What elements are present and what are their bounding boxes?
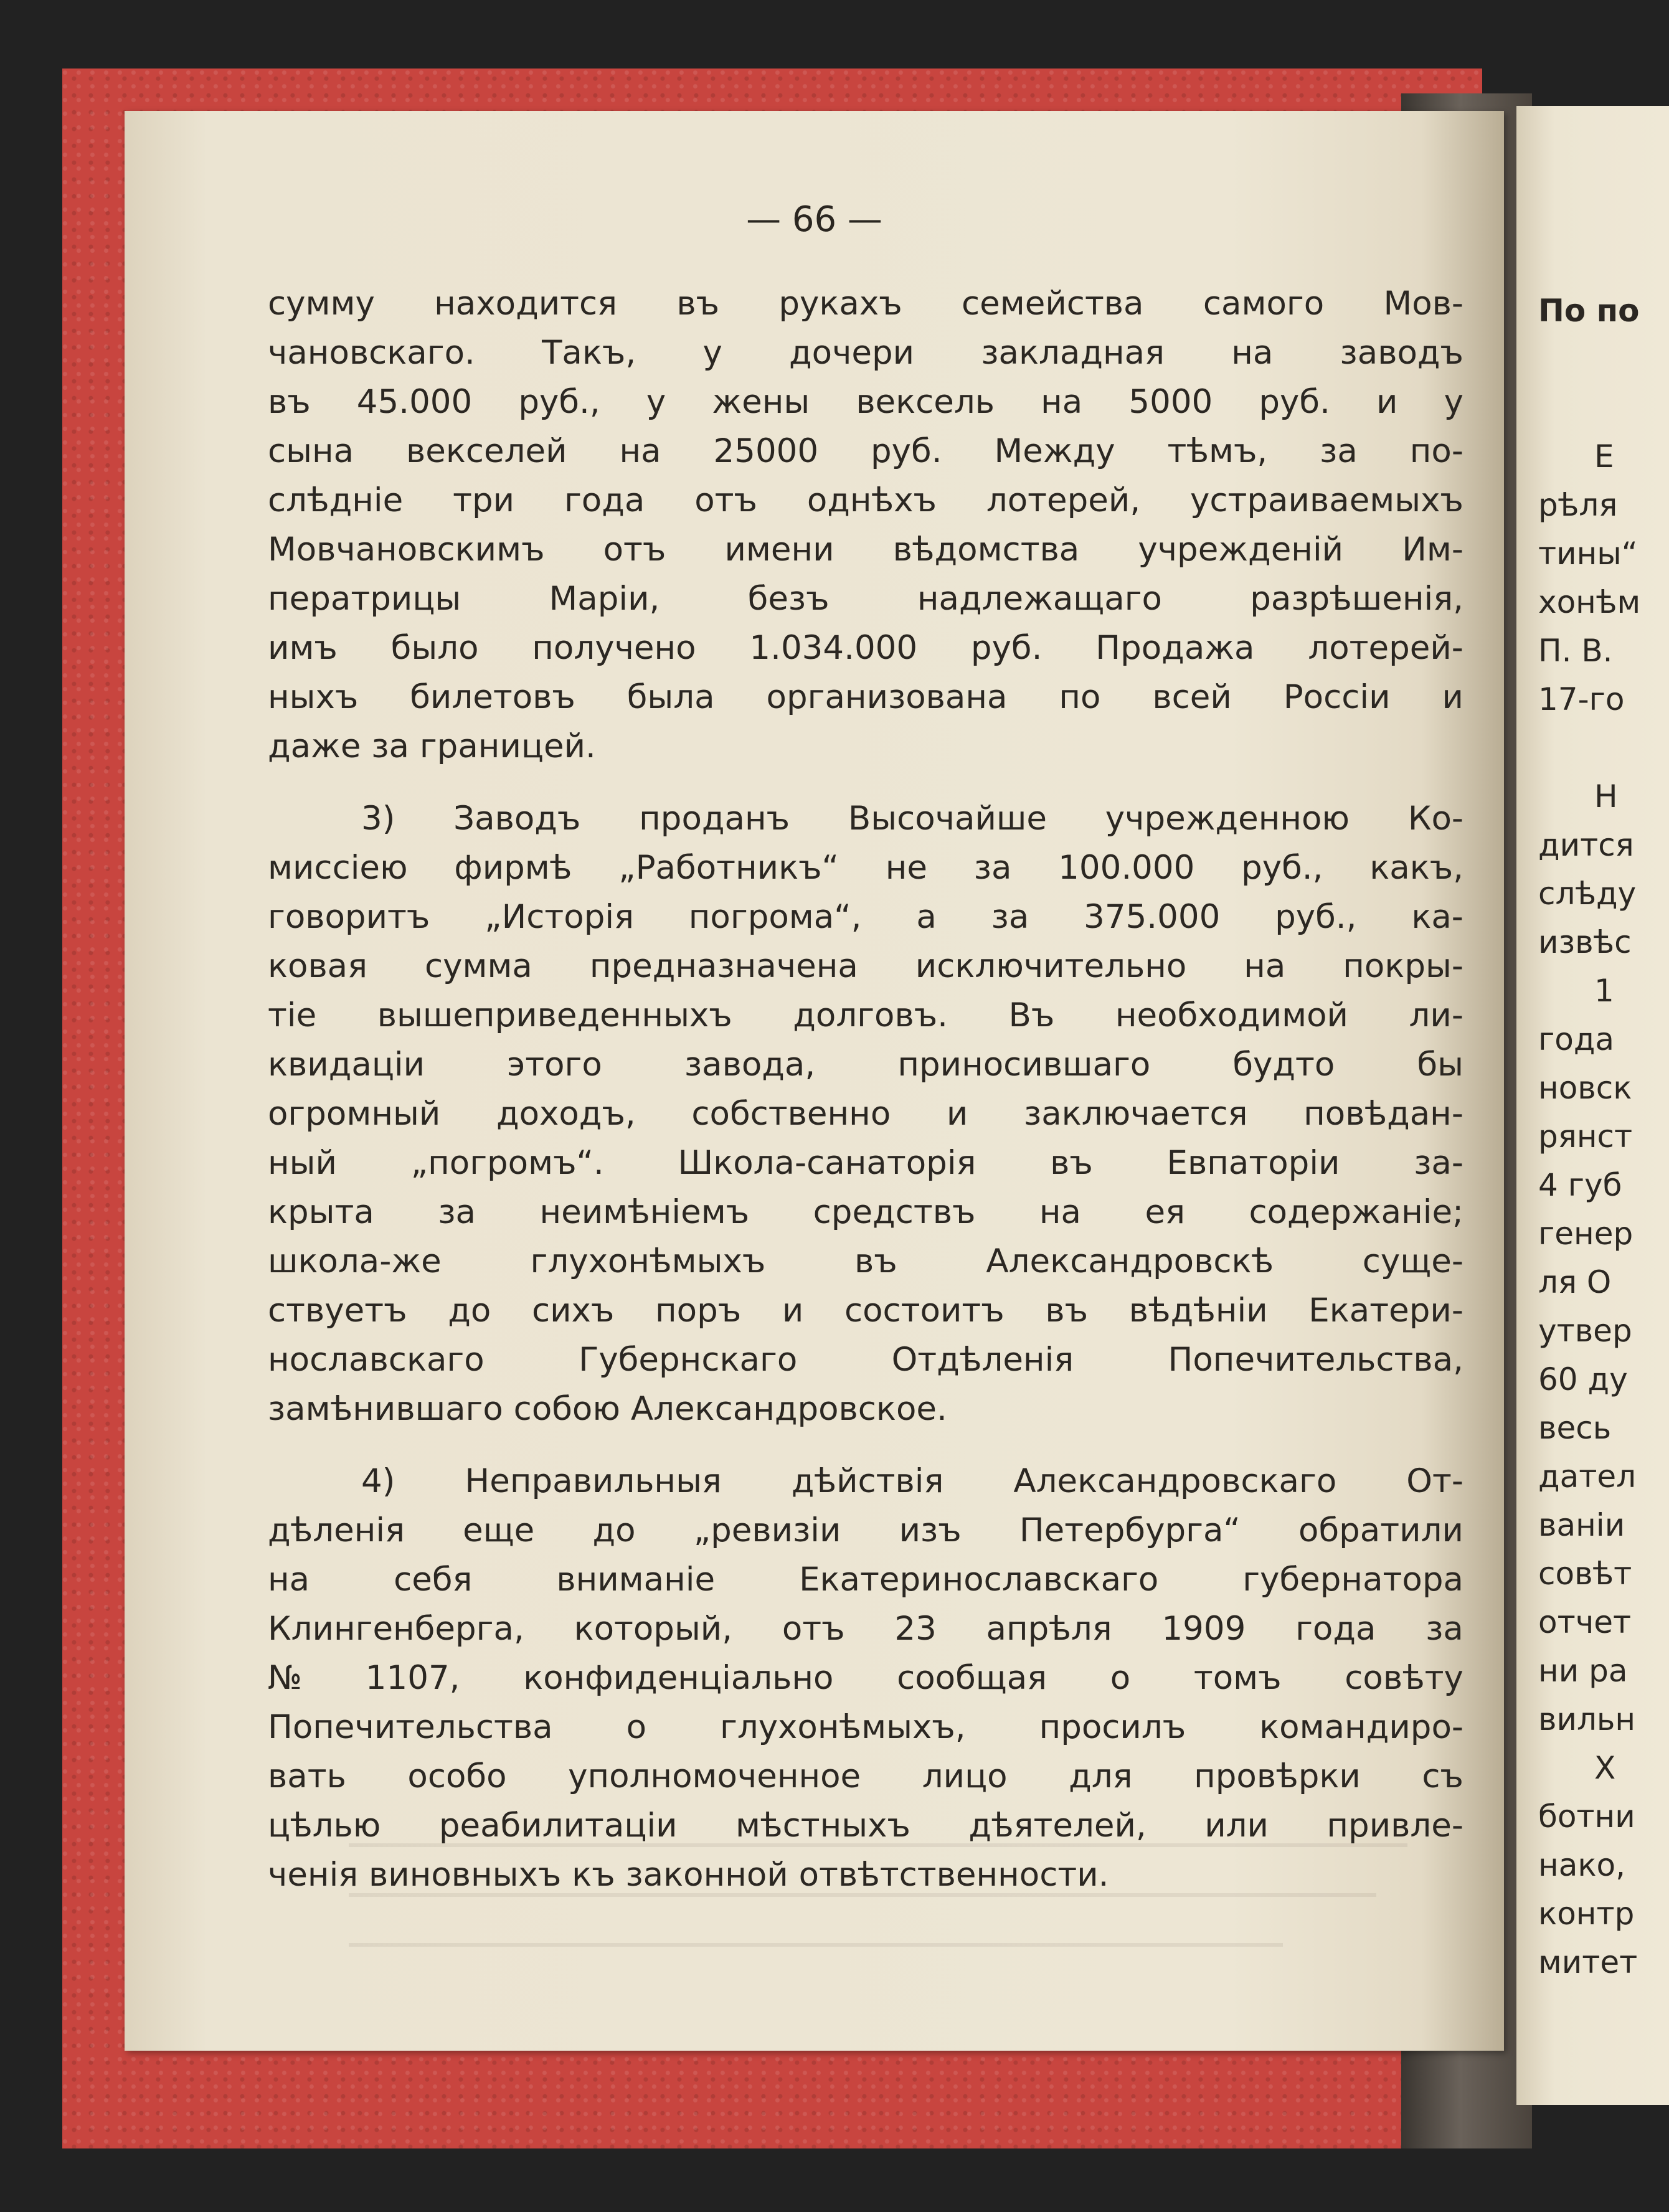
word: фирмѣ <box>454 849 572 887</box>
right-line: П. В. <box>1538 633 1613 669</box>
word: От- <box>1406 1462 1463 1500</box>
word: Мовчановскимъ <box>268 531 545 569</box>
word: за <box>1320 432 1358 470</box>
word: до <box>592 1511 636 1549</box>
word: 25000 <box>713 432 819 470</box>
word: Маріи, <box>549 580 660 618</box>
word: и <box>1376 383 1398 421</box>
right-line: дится <box>1538 827 1634 863</box>
word: привле- <box>1326 1807 1463 1845</box>
text-line <box>268 574 1463 623</box>
word: за- <box>1414 1144 1463 1182</box>
word: ныхъ <box>268 678 359 716</box>
text-line: ченія виновныхъ къ законной отвѣтственности. <box>268 1856 1109 1894</box>
word: съ <box>1422 1757 1463 1795</box>
word: жены <box>712 383 810 421</box>
right-line: совѣт <box>1538 1556 1632 1592</box>
text-line <box>268 1506 1463 1555</box>
word: Петербурга“ <box>1019 1511 1241 1549</box>
word: поръ <box>655 1292 742 1330</box>
word: 5000 <box>1128 383 1213 421</box>
word: на <box>1041 383 1083 421</box>
word: билетовъ <box>410 678 575 716</box>
right-line: извѣс <box>1538 924 1632 960</box>
right-line: рянст <box>1538 1118 1633 1155</box>
word: погрома“, <box>688 898 862 936</box>
word: „ревизіи <box>693 1511 841 1549</box>
right-line <box>1538 384 1669 432</box>
word: Им- <box>1402 531 1463 569</box>
right-line: 17-го <box>1538 681 1625 717</box>
word: устраиваемыхъ <box>1190 481 1463 519</box>
word: бы <box>1417 1046 1463 1084</box>
word: квидаціи <box>268 1046 425 1084</box>
word: суще- <box>1362 1242 1463 1280</box>
word: Екатеринославскаго <box>799 1561 1159 1599</box>
word: необходимой <box>1115 996 1348 1034</box>
word: отъ <box>603 531 666 569</box>
word: имъ <box>268 629 338 667</box>
right-line: Е <box>1594 438 1614 475</box>
text-line <box>268 1653 1463 1703</box>
right-line: тины“ <box>1538 536 1638 572</box>
word: какъ, <box>1369 849 1463 887</box>
word: Такъ, <box>542 334 636 372</box>
word: Школа-санаторія <box>678 1144 976 1182</box>
word: тіе <box>268 996 317 1034</box>
word: закладная <box>981 334 1165 372</box>
right-line: года <box>1538 1021 1615 1057</box>
word: разрѣшенія, <box>1250 580 1463 618</box>
word: глухонѣмыхъ, <box>719 1708 966 1746</box>
right-line: Х <box>1594 1750 1616 1786</box>
word: сихъ <box>531 1292 615 1330</box>
word: будто <box>1232 1046 1335 1084</box>
word: провѣрки <box>1194 1757 1361 1795</box>
text-line <box>268 794 1463 843</box>
word: въ <box>1050 1144 1093 1182</box>
word: за <box>1426 1610 1463 1648</box>
right-page-text <box>1538 286 1669 1987</box>
text-line <box>268 843 1463 892</box>
word: сына <box>268 432 354 470</box>
word: вать <box>268 1757 346 1795</box>
right-line: 1 <box>1594 973 1614 1009</box>
word: совѣту <box>1345 1659 1463 1697</box>
word: неимѣніемъ <box>539 1193 750 1231</box>
word: сообщая <box>897 1659 1047 1697</box>
right-line: генер <box>1538 1216 1634 1252</box>
word: дѣйствія <box>791 1462 944 1500</box>
word: на <box>1039 1193 1081 1231</box>
word: Въ <box>1008 996 1055 1034</box>
word: чановскаго. <box>268 334 475 372</box>
word: глухонѣмыхъ <box>530 1242 766 1280</box>
word: для <box>1069 1757 1133 1795</box>
word: на <box>1244 947 1286 985</box>
right-line <box>1538 724 1669 772</box>
word: у <box>646 383 666 421</box>
word: и <box>1442 678 1463 716</box>
word: вѣдомства <box>892 531 1080 569</box>
right-line: ля О <box>1538 1264 1612 1300</box>
word: особо <box>407 1757 507 1795</box>
word: рукахъ <box>778 285 902 323</box>
word: однѣхъ <box>806 481 937 519</box>
word: или <box>1204 1807 1269 1845</box>
word: долговъ. <box>793 996 948 1034</box>
word: на <box>619 432 661 470</box>
word: цѣлью <box>268 1807 381 1845</box>
word: проданъ <box>639 800 790 838</box>
word: еще <box>463 1511 535 1549</box>
right-line: нако, <box>1538 1847 1626 1883</box>
word: покры- <box>1343 947 1463 985</box>
text-line <box>268 1335 1463 1384</box>
word: крыта <box>268 1193 374 1231</box>
word: командиро- <box>1259 1708 1463 1746</box>
word: Евпаторіи <box>1166 1144 1340 1182</box>
word: тѣмъ, <box>1167 432 1268 470</box>
word: на <box>268 1561 310 1599</box>
word: Попечительства <box>268 1708 553 1746</box>
word: года <box>1295 1610 1376 1648</box>
word: въ <box>854 1242 897 1280</box>
page-number: — 66 — <box>746 199 882 240</box>
bleed-through-line <box>349 1943 1283 1947</box>
word: доходъ, <box>496 1095 636 1133</box>
word: говоритъ <box>268 898 430 936</box>
text-line <box>268 476 1463 525</box>
word: у <box>1444 383 1463 421</box>
text-line <box>268 991 1463 1040</box>
word: вѣдѣніи <box>1128 1292 1268 1330</box>
right-line: контр <box>1538 1896 1635 1932</box>
word: нославскаго <box>268 1341 485 1379</box>
word: семейства <box>962 285 1144 323</box>
word: реабилитаціи <box>438 1807 678 1845</box>
word: дѣленія <box>268 1511 405 1549</box>
right-line: ни ра <box>1538 1653 1628 1689</box>
text-line <box>268 673 1463 722</box>
word: школа-же <box>268 1242 442 1280</box>
right-line: 60 ду <box>1538 1361 1628 1397</box>
word: руб. <box>871 432 942 470</box>
word: Продажа <box>1095 629 1255 667</box>
word: собственно <box>691 1095 891 1133</box>
text-line <box>268 1752 1463 1801</box>
word: Неправильныя <box>465 1462 722 1500</box>
right-line <box>1538 335 1669 384</box>
word: Заводъ <box>453 800 581 838</box>
page-body-text <box>268 279 1463 1899</box>
word: а <box>916 898 937 936</box>
word: лотерей- <box>1308 629 1463 667</box>
word: 1909 <box>1161 1610 1246 1648</box>
word: Отдѣленія <box>891 1341 1074 1379</box>
word: ператрицы <box>268 580 461 618</box>
word: мѣстныхъ <box>735 1807 910 1845</box>
word: Между <box>994 432 1115 470</box>
word: и <box>782 1292 804 1330</box>
word: сумма <box>424 947 532 985</box>
word: была <box>626 678 715 716</box>
text-line <box>268 1801 1463 1850</box>
word: заключается <box>1024 1095 1248 1133</box>
word: огромный <box>268 1095 441 1133</box>
word: Клингенберга, <box>268 1610 524 1648</box>
right-line: новск <box>1538 1070 1632 1106</box>
word: содержаніе; <box>1249 1193 1463 1231</box>
text-line: замѣнившаго собою Александровское. <box>268 1390 947 1428</box>
word: апрѣля <box>986 1610 1112 1648</box>
word: 375.000 <box>1084 898 1221 936</box>
word: 4) <box>361 1462 395 1500</box>
word: три <box>453 481 515 519</box>
text-line <box>268 1040 1463 1089</box>
word: безъ <box>747 580 830 618</box>
word: миссіею <box>268 849 408 887</box>
word: за <box>991 898 1029 936</box>
word: обратили <box>1298 1511 1463 1549</box>
word: просилъ <box>1039 1708 1186 1746</box>
word: по <box>1059 678 1101 716</box>
word: по- <box>1409 432 1463 470</box>
right-line: 4 губ <box>1538 1167 1622 1203</box>
text-line <box>268 1457 1463 1506</box>
word: Попечительства, <box>1168 1341 1463 1379</box>
word: Мов- <box>1383 285 1463 323</box>
word: Александровскѣ <box>986 1242 1274 1280</box>
right-line: ваніи <box>1538 1507 1625 1543</box>
word: средствъ <box>813 1193 976 1231</box>
word: ный <box>268 1144 337 1182</box>
word: руб., <box>518 383 600 421</box>
right-line: вильн <box>1538 1701 1636 1737</box>
right-page-heading: По по <box>1538 293 1640 329</box>
word: о <box>1110 1659 1131 1697</box>
right-line: ботни <box>1538 1798 1635 1835</box>
word: отъ <box>694 481 757 519</box>
word: приносившаго <box>897 1046 1151 1084</box>
word: 1.034.000 <box>749 629 918 667</box>
word: Ко- <box>1407 800 1463 838</box>
word: 100.000 <box>1058 849 1195 887</box>
word: 3) <box>361 800 395 838</box>
word: руб., <box>1241 849 1323 887</box>
word: въ <box>676 285 720 323</box>
word: въ <box>1045 1292 1089 1330</box>
word: губернатора <box>1242 1561 1463 1599</box>
word: конфиденціально <box>523 1659 834 1697</box>
word: № <box>268 1659 303 1697</box>
word: вексель <box>856 383 995 421</box>
word: себя <box>394 1561 473 1599</box>
text-line <box>268 1089 1463 1138</box>
word: о <box>626 1708 647 1746</box>
word: томъ <box>1193 1659 1282 1697</box>
word: Екатери- <box>1308 1292 1463 1330</box>
word: слѣдніе <box>268 481 404 519</box>
word: 45.000 <box>356 383 473 421</box>
word: руб., <box>1275 898 1357 936</box>
word: не <box>885 849 928 887</box>
word: организована <box>766 678 1008 716</box>
word: этого <box>507 1046 602 1084</box>
word: вышеприведенныхъ <box>377 996 732 1034</box>
word: за <box>973 849 1012 887</box>
text-line <box>268 377 1463 427</box>
word: до <box>448 1292 491 1330</box>
text-line <box>268 279 1463 328</box>
word: имени <box>724 531 834 569</box>
word: учрежденною <box>1105 800 1350 838</box>
word: Россіи <box>1283 678 1391 716</box>
text-line <box>268 427 1463 476</box>
word: исключительно <box>915 947 1187 985</box>
word: самого <box>1203 285 1325 323</box>
text-line <box>268 1604 1463 1653</box>
word: учрежденій <box>1138 531 1344 569</box>
text-line <box>268 1188 1463 1237</box>
word: „Исторія <box>485 898 634 936</box>
word: заводъ <box>1340 334 1463 372</box>
word: „Работникъ“ <box>618 849 839 887</box>
word: руб. <box>970 629 1043 667</box>
word: лицо <box>922 1757 1008 1795</box>
word: у <box>702 334 722 372</box>
word: дѣятелей, <box>968 1807 1147 1845</box>
right-line: отчет <box>1538 1604 1632 1640</box>
word: года <box>564 481 645 519</box>
word: находится <box>434 285 618 323</box>
word: дочери <box>789 334 915 372</box>
word: сумму <box>268 285 375 323</box>
word: ли- <box>1409 996 1463 1034</box>
text-line <box>268 328 1463 377</box>
word: ка- <box>1411 898 1463 936</box>
right-line: утвер <box>1538 1313 1632 1349</box>
word: отъ <box>782 1610 845 1648</box>
word: „погромъ“. <box>410 1144 604 1182</box>
text-line <box>268 942 1463 991</box>
word: надлежащаго <box>917 580 1162 618</box>
word: ствуетъ <box>268 1292 407 1330</box>
word: за <box>438 1193 476 1231</box>
word: Высочайше <box>848 800 1047 838</box>
word: уполномоченное <box>568 1757 861 1795</box>
text-line <box>268 1703 1463 1752</box>
word: векселей <box>406 432 567 470</box>
word: вниманіе <box>556 1561 716 1599</box>
word: въ <box>268 383 311 421</box>
word: Губернскаго <box>579 1341 798 1379</box>
right-line: рѣля <box>1538 487 1618 523</box>
word: руб. <box>1259 383 1330 421</box>
word: всей <box>1152 678 1232 716</box>
word: получено <box>532 629 696 667</box>
right-line: митет <box>1538 1944 1638 1980</box>
word: Александровскаго <box>1013 1462 1337 1500</box>
word: состоитъ <box>844 1292 1005 1330</box>
text-line <box>268 1138 1463 1188</box>
word: повѣдан- <box>1303 1095 1463 1133</box>
text-line <box>268 1286 1463 1335</box>
text-line <box>268 1555 1463 1604</box>
text-line <box>268 623 1463 673</box>
right-line: весь <box>1538 1410 1612 1446</box>
word: завода, <box>684 1046 816 1084</box>
right-line: хонѣм <box>1538 584 1641 620</box>
text-line <box>268 525 1463 574</box>
word: и <box>946 1095 968 1133</box>
right-line: Н <box>1594 778 1618 815</box>
word: ея <box>1145 1193 1185 1231</box>
word: было <box>390 629 479 667</box>
word: ковая <box>268 947 368 985</box>
text-line <box>268 892 1463 942</box>
text-line: даже за границей. <box>268 727 596 765</box>
word: который, <box>574 1610 733 1648</box>
word: на <box>1231 334 1274 372</box>
text-line <box>268 1237 1463 1286</box>
word: предназначена <box>589 947 858 985</box>
word: 1107, <box>365 1659 460 1697</box>
word: 23 <box>894 1610 937 1648</box>
right-line: слѣду <box>1538 876 1637 912</box>
right-line: дател <box>1538 1458 1637 1495</box>
word: лотерей, <box>986 481 1141 519</box>
word: изъ <box>899 1511 962 1549</box>
